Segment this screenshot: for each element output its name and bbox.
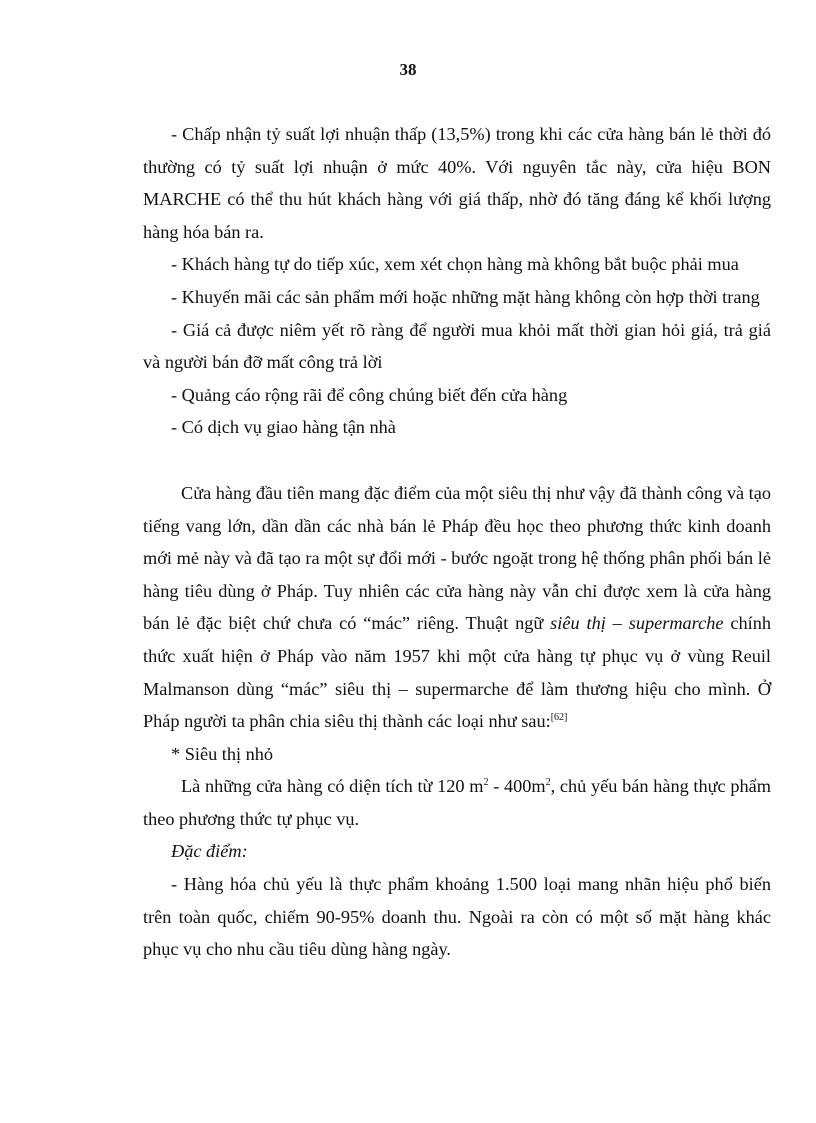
definition-text-2: - 400m [488, 776, 546, 797]
definition-text-1: Là những cửa hàng có diện tích từ 120 m [181, 776, 484, 797]
definition-paragraph [143, 770, 771, 835]
list-item: - Quảng cáo rộng rãi để công chúng biết đến cửa hàng [171, 384, 568, 405]
list-item: - Giá cả được niêm yết rõ ràng để người mua khỏi mất thời gian hỏi giá, trả giá và người bán đỡ mất công trả lời [143, 319, 771, 373]
section-heading: * Siêu thị nhỏ [171, 743, 274, 764]
paragraph-text-2: chính thức xuất hiện ở Pháp vào năm 1957 khi một cửa hàng tự phục vụ ở vùng Reuil Malmanson dùng “mác” siêu thị – supermarche để làm thương hiệu cho mình. Ở Pháp người ta phân chia siêu thị thành các loại như sau: [143, 613, 771, 732]
feature-list [143, 118, 771, 444]
list-item: - Hàng hóa chủ yếu là thực phẩm khoảng 1.500 loại mang nhãn hiệu phổ biến trên toàn quốc, chiếm 90-95% doanh thu. Ngoài ra còn có một số mặt hàng khác phục vụ cho nhu cầu tiêu dùng hàng ngày. [143, 874, 771, 960]
superscript-2: 2 [483, 777, 489, 789]
citation-mark: [62] [550, 712, 568, 723]
term-emphasis: siêu thị – supermarche [550, 613, 724, 634]
superscript-2b: 2 [545, 777, 551, 789]
page-body [143, 118, 771, 966]
body-paragraph [143, 477, 771, 738]
list-item: - Có dịch vụ giao hàng tận nhà [171, 417, 396, 438]
paragraph-gap [143, 444, 771, 477]
list-item: - Chấp nhận tỷ suất lợi nhuận thấp (13,5%) trong khi các cửa hàng bán lẻ thời đó thường có tỷ suất lợi nhuận ở mức 40%. Với nguyên tắc này, cửa hiệu BON MARCHE có thể thu hút khách hàng với giá thấp, nhờ đó tăng đáng kể khối lượng hàng hóa bán ra. [143, 124, 771, 242]
definition-text-3: , chủ yếu bán hàng thực phẩm theo phương thức tự phục vụ. [143, 776, 771, 829]
paragraph-text-1: Cửa hàng đầu tiên mang đặc điểm của một siêu thị như vậy đã thành công và tạo tiếng vang lớn, dần dần các nhà bán lẻ Pháp đều học theo phương thức kinh doanh mới mẻ này và đã tạo ra một sự đổi mới - bước ngoặt trong hệ thống phân phối bán lẻ hàng tiêu dùng ở Pháp. Tuy nhiên các cửa hàng này vẫn chỉ được xem là cửa hàng bán lẻ đặc biệt chứ chưa có “mác” riêng. Thuật ngữ [143, 482, 771, 634]
list-item: - Khuyến mãi các sản phẩm mới hoặc những mặt hàng không còn hợp thời trang [171, 286, 760, 307]
page-number: 38 [399, 60, 417, 79]
list-item: - Khách hàng tự do tiếp xúc, xem xét chọn hàng mà không bắt buộc phải mua [171, 254, 739, 275]
features-label: Đặc điểm: [171, 841, 248, 862]
